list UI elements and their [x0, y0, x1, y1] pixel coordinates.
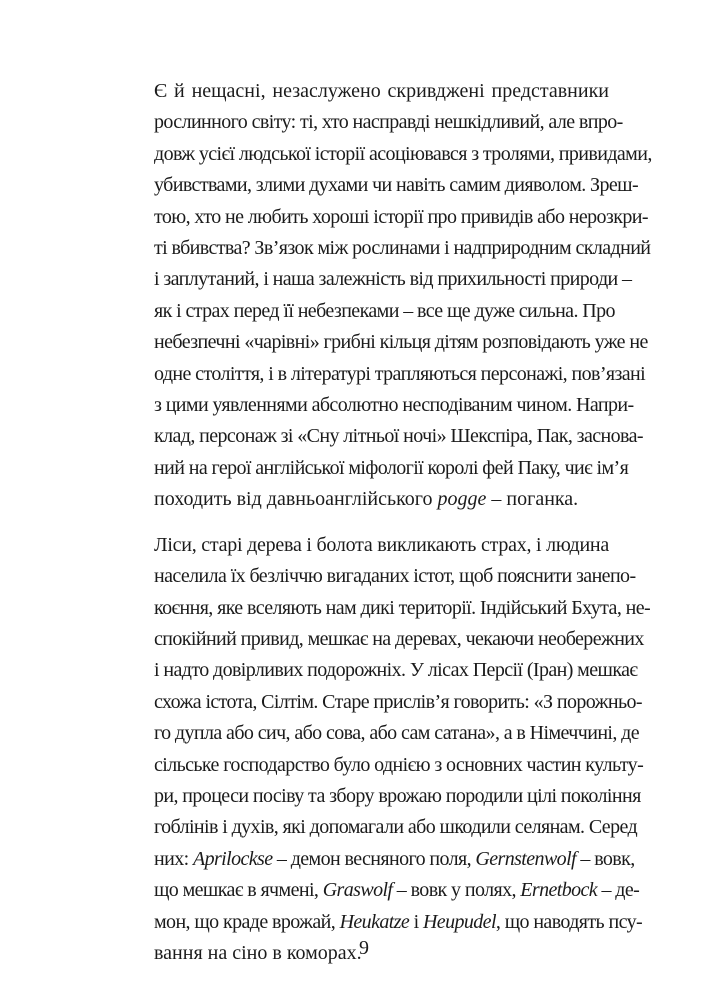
text-line [124, 139, 652, 170]
text-run: рослинного світу: ті, хто насправді нешкідливий, але впро- [154, 111, 623, 134]
text-run: і [409, 910, 423, 933]
text-run: – демон весняного поля, [272, 847, 476, 870]
text-line [124, 844, 635, 875]
text-run: , що наводять псу- [495, 910, 643, 933]
text-run: спокійний привид, мешкає на деревах, чекаючи необережних [154, 627, 644, 650]
text-run: них: [154, 847, 193, 870]
paragraph-1 [124, 76, 652, 516]
text-line [124, 76, 609, 107]
text-run: небезпечні «чарівні» грибні кільця дітям розповідають уже не [154, 331, 648, 354]
text-run: сільське господарство було однією з основних частин культу- [154, 753, 644, 776]
text-line [124, 327, 648, 358]
text-line [124, 530, 609, 561]
text-line [124, 233, 651, 264]
text-line [124, 781, 641, 812]
text-run: убивствами, злими духами чи навіть самим дияволом. Зреш- [154, 174, 639, 197]
text-run: довж усієї людської історії асоціювався з тролями, привидами, [154, 142, 652, 165]
text-run: Є й нещасні, незаслужено скривджені представники [154, 80, 609, 102]
text-line [124, 264, 632, 295]
text-line [124, 421, 643, 452]
text-run: і заплутаний, і наша залежність від прихильності природи – [154, 268, 632, 291]
italic-term: Graswolf [322, 879, 393, 902]
text-run: схожа істота, Сілтім. Старе прислів’я говорить: «З порожньо- [154, 690, 642, 713]
text-line [124, 484, 609, 515]
text-line [124, 624, 644, 655]
text-run: з цими уявленнями абсолютно несподіваним чином. Напри- [154, 394, 634, 417]
text-line [124, 359, 646, 390]
text-run: – де- [597, 879, 640, 902]
text-run: походить від давньоанглійського [154, 488, 438, 511]
page-number: 9 [359, 937, 369, 959]
text-run: ті вбивства? Зв’язок між рослинами і надприродним складний [154, 237, 651, 260]
text-line [124, 107, 623, 138]
text-line [124, 687, 642, 718]
text-line [124, 202, 648, 233]
italic-term: pogge [437, 488, 487, 511]
text-run: Ліси, старі дерева і болота викликають страх, і людина [154, 533, 609, 556]
text-run: клад, персонаж зі «Сну літньої ночі» Шекспіра, Пак, заснова- [154, 425, 643, 448]
text-run: і надто довірливих подорожніх. У лісах Персії (Іран) мешкає [154, 659, 638, 682]
text-line [124, 296, 615, 327]
text-line [124, 812, 638, 843]
text-run: – поганка. [486, 488, 579, 511]
text-line [124, 655, 638, 686]
text-run: вання на сіно в коморах. [154, 941, 362, 964]
text-line [124, 170, 639, 201]
body-text [124, 76, 652, 969]
italic-term: Aprilockse [192, 847, 273, 870]
text-run: населила їх безліччю вигаданих істот, щоб пояснити занепо- [154, 565, 636, 588]
text-run: коєння, яке вселяють нам дикі території. Індійський Бхута, не- [154, 596, 651, 619]
text-run: що мешкає в ячмені, [154, 879, 323, 902]
text-line [124, 718, 640, 749]
italic-term: Heukatze [339, 910, 410, 933]
text-run: го дупла або сич, або сова, або сам сатана», а в Німеччині, де [154, 722, 640, 745]
text-line [124, 750, 644, 781]
text-line [124, 907, 643, 938]
text-run: як і страх перед її небезпеками – все ще дуже сильна. Про [154, 299, 615, 322]
text-run: – вовк, [576, 847, 635, 870]
paragraph-2 [124, 530, 651, 970]
italic-term: Gernstenwolf [475, 847, 576, 870]
text-run: – вовк у полях, [392, 879, 521, 902]
text-run: ри, процеси посіву та збору врожаю породили цілі покоління [154, 784, 641, 807]
text-run: гоблінів і духів, які допомагали або шкодили селянам. Серед [154, 816, 638, 839]
text-run: ний на герої англійської міфології королі фей Паку, чиє ім’я [154, 456, 629, 479]
text-line [124, 561, 636, 592]
text-run: одне століття, і в літературі трапляються персонажі, пов’язані [154, 362, 646, 385]
text-line [124, 593, 651, 624]
text-line [124, 390, 634, 421]
italic-term: Ernetbock [520, 879, 598, 902]
text-line [124, 453, 629, 484]
text-run: мон, що краде врожай, [154, 910, 340, 933]
text-line [124, 875, 640, 906]
italic-term: Heupudel [422, 910, 496, 933]
text-run: тою, хто не любить хороші історії про привидів або нерозкри- [154, 205, 648, 228]
